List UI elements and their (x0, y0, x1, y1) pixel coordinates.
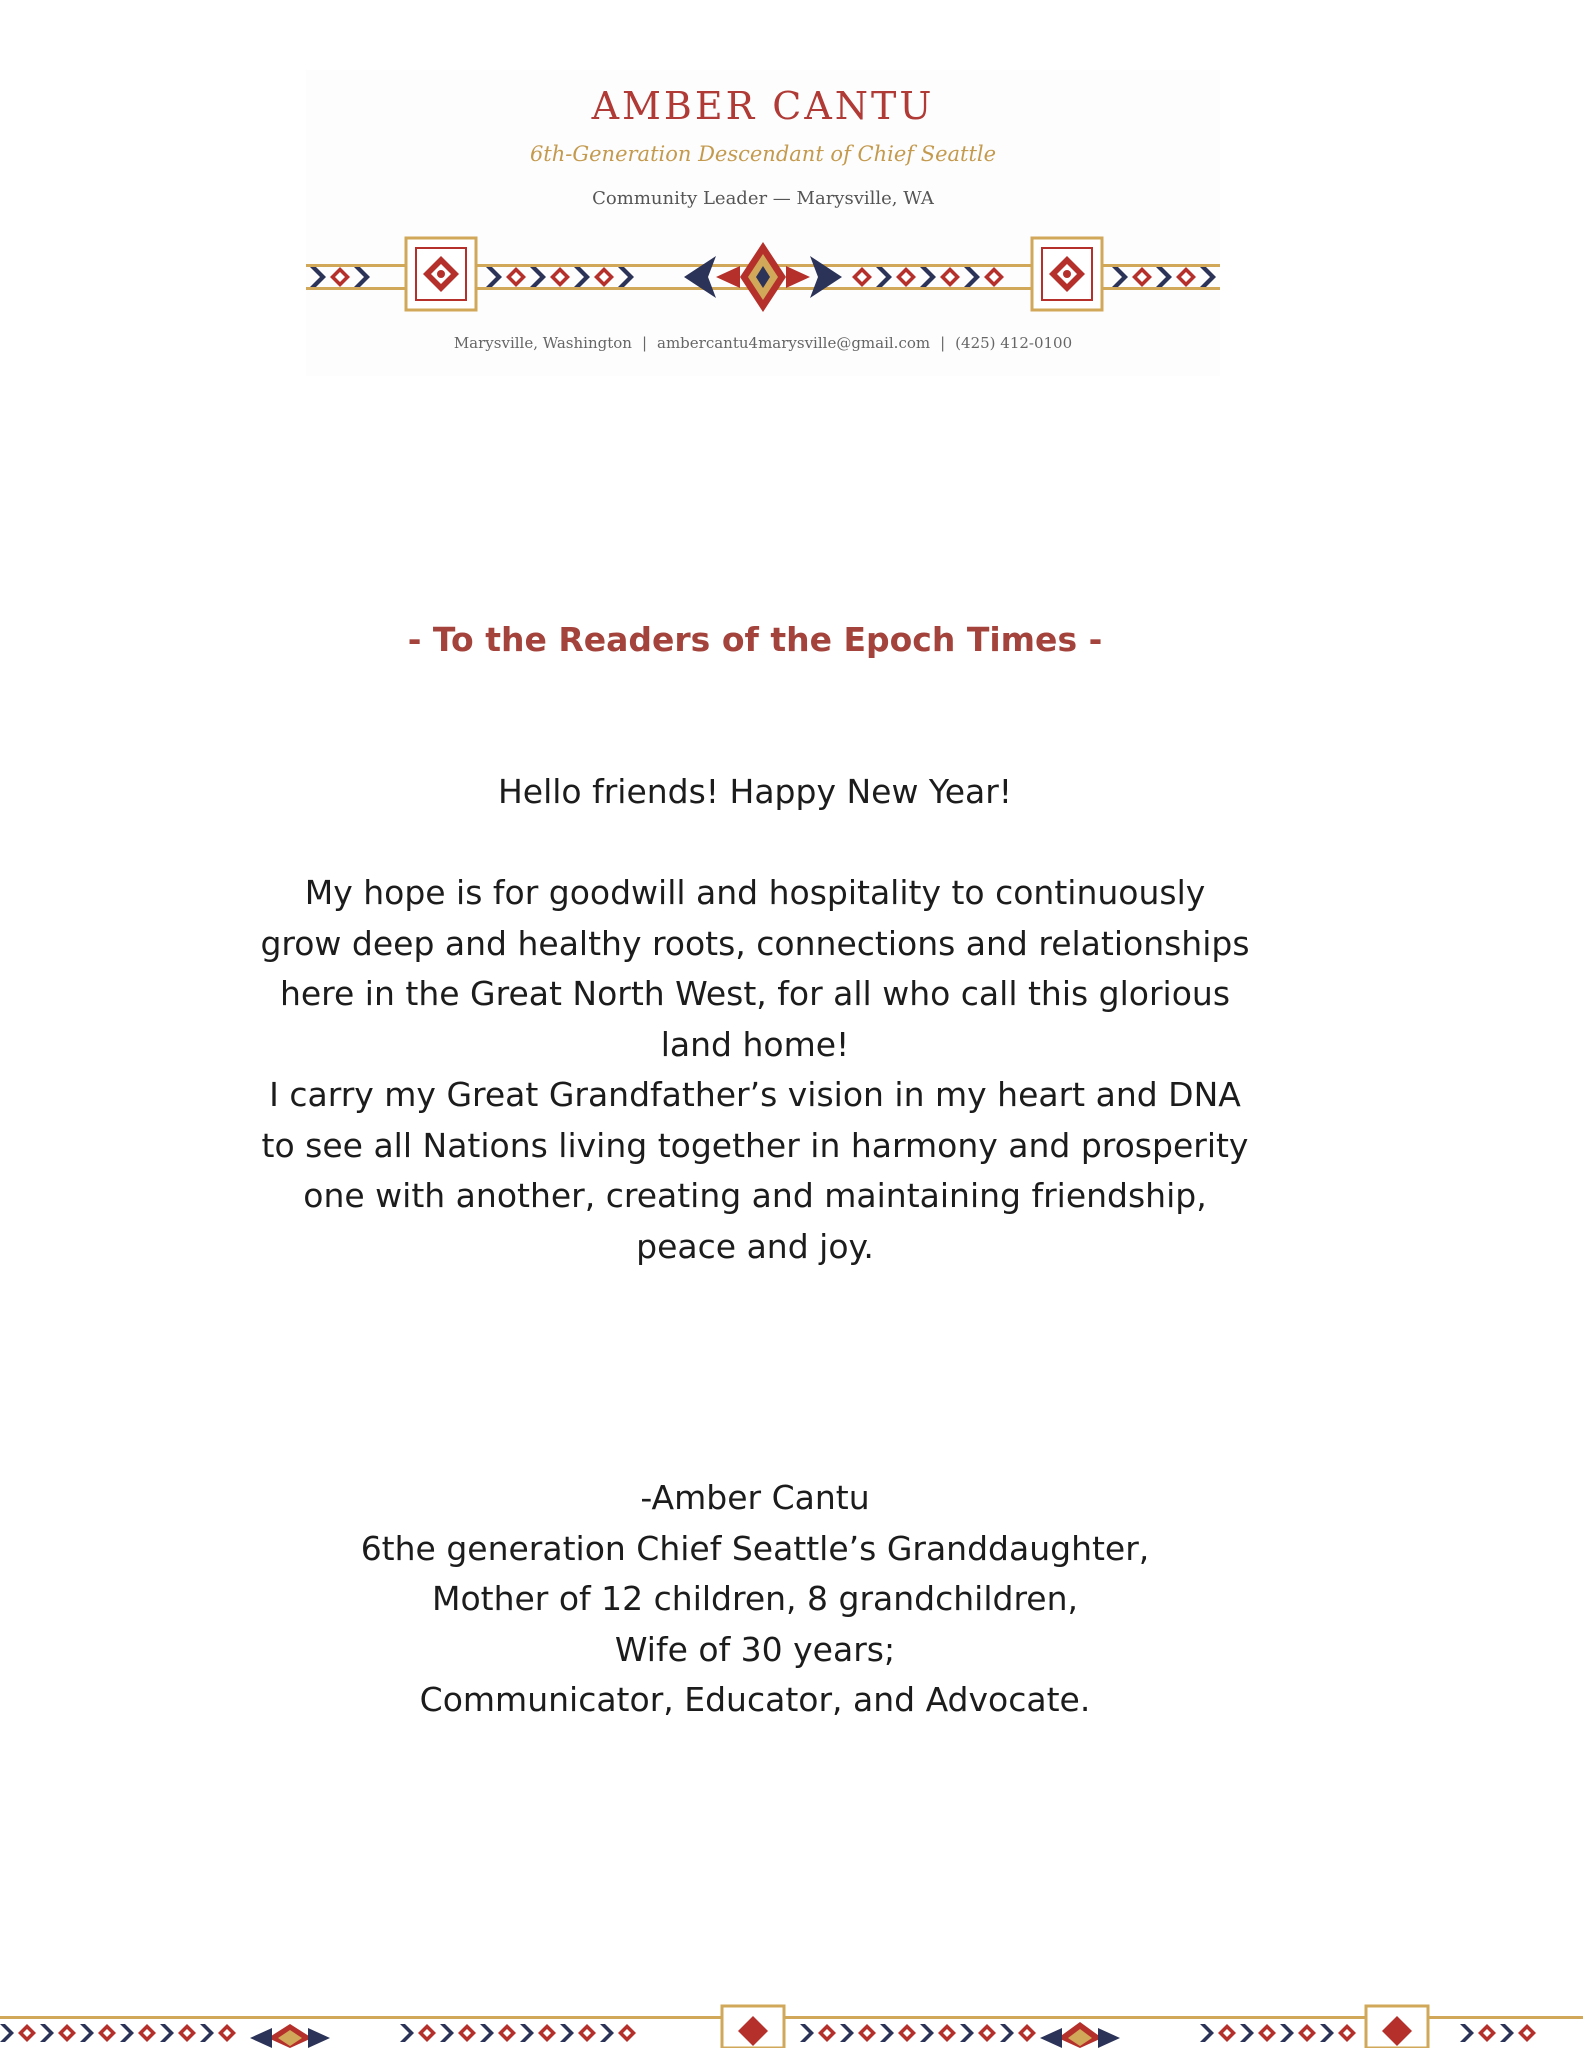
message-line: one with another, creating and maintaining friendship, (303, 1176, 1207, 1215)
contact-phone: (425) 412-0100 (955, 334, 1073, 352)
message-body (0, 868, 1510, 1272)
message-line: My hope is for goodwill and hospitality to continuously (304, 873, 1206, 912)
greeting: Hello friends! Happy New Year! (497, 772, 1013, 811)
message-line: I carry my Great Grandfather’s vision in my heart and DNA (269, 1075, 1241, 1114)
signature-line: 6the generation Chief Seattle’s Granddaughter, (360, 1528, 1150, 1568)
bottom-pattern-border (0, 2002, 1583, 2048)
medallion-left-icon (406, 238, 476, 310)
signature-line: -Amber Cantu (640, 1478, 870, 1517)
contact-email: ambercantu4marysville@gmail.com (657, 334, 931, 352)
letterhead-contact (306, 334, 1220, 352)
message-line: land home! (660, 1024, 850, 1064)
message-line: peace and joy. (636, 1226, 874, 1266)
contact-location: Marysville, Washington (453, 334, 632, 352)
letterhead (306, 70, 1220, 376)
letterhead-subtitle: 6th-Generation Descendant of Chief Seattle (529, 142, 997, 166)
contact-separator: | (940, 334, 946, 352)
letterhead-name: AMBER CANTU (591, 84, 935, 128)
contact-separator: | (641, 334, 648, 352)
letterhead-role: Community Leader — Marysville, WA (592, 188, 934, 209)
signature-block (0, 1473, 1510, 1726)
message-line: to see all Nations living together in harmony and prosperity (261, 1125, 1249, 1165)
letter-heading: - To the Readers of the Epoch Times - (407, 620, 1103, 659)
message-line: here in the Great North West, for all who call this glorious (279, 974, 1231, 1013)
center-star-icon (684, 242, 842, 312)
signature-line: Wife of 30 years; (614, 1629, 896, 1669)
signature-line: Communicator, Educator, and Advocate. (419, 1680, 1091, 1719)
medallion-right-icon (1032, 238, 1102, 310)
tribal-pattern-band (306, 236, 1220, 316)
message-line: grow deep and healthy roots, connections and relationships (260, 923, 1250, 963)
signature-line: Mother of 12 children, 8 grandchildren, (431, 1579, 1078, 1618)
